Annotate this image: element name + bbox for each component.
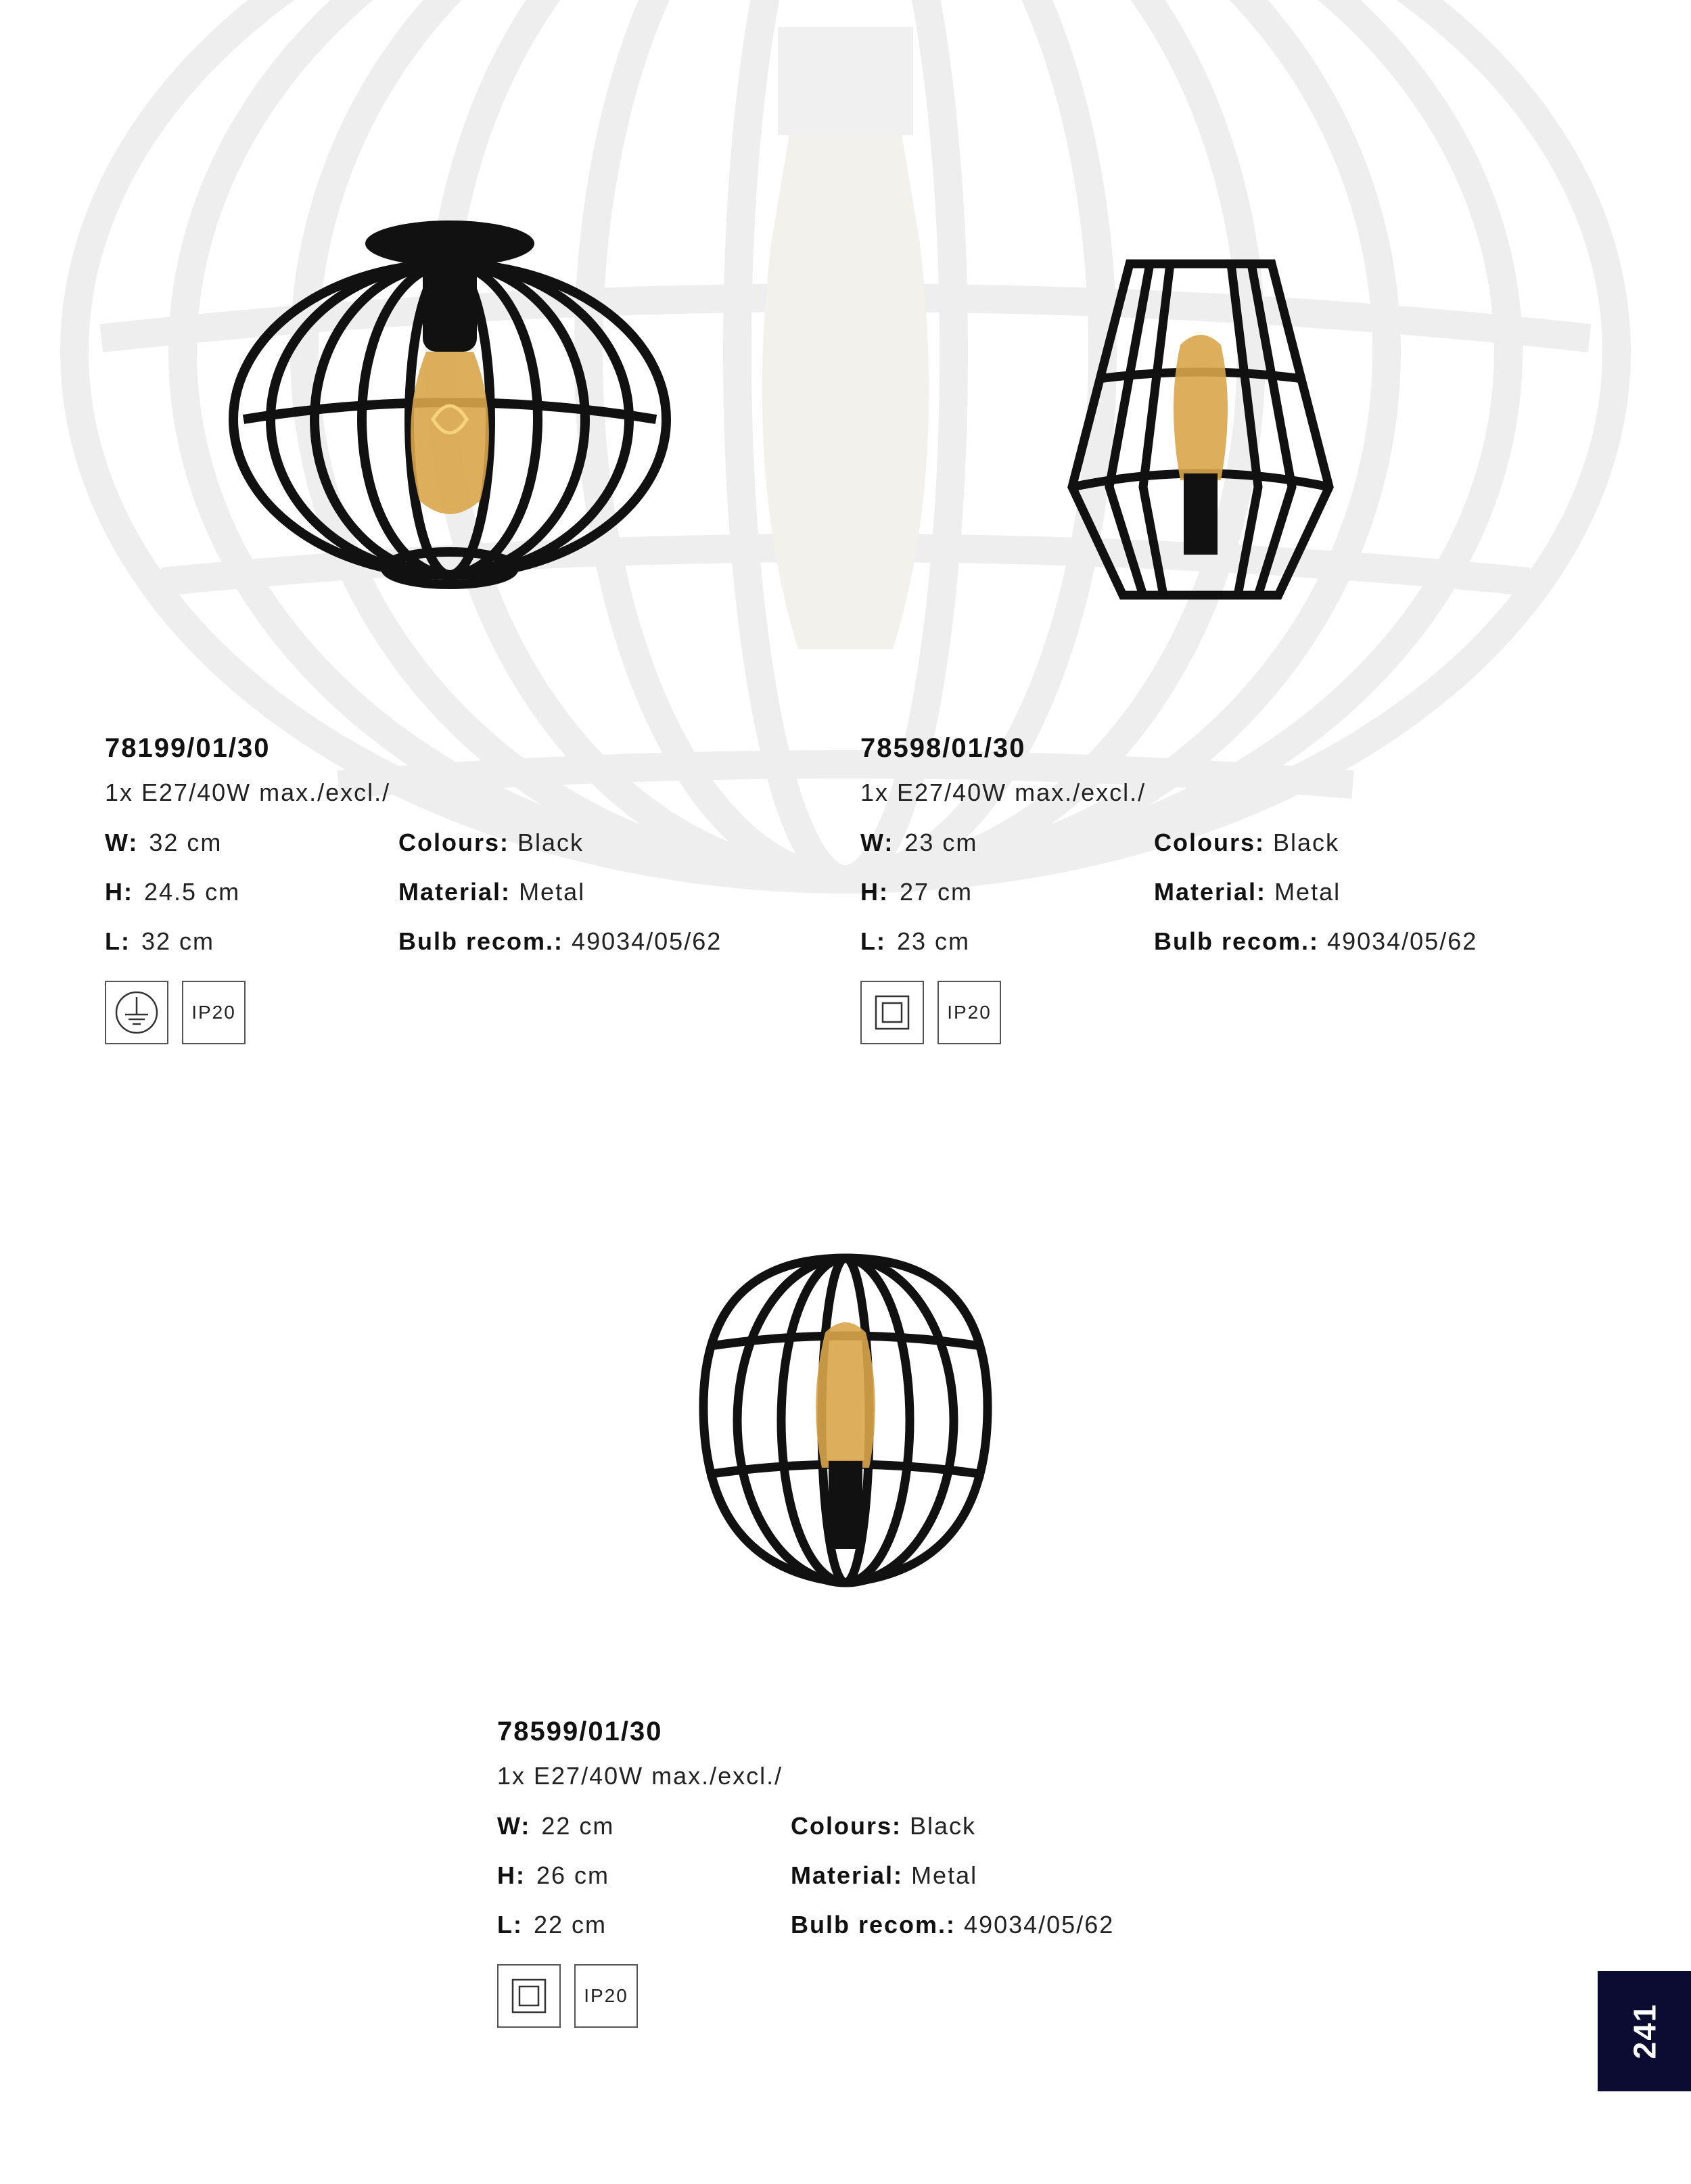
product-block-78199 xyxy=(105,733,722,1044)
product-sku: 78598/01/30 xyxy=(860,733,1026,763)
length-value: 32 cm xyxy=(141,927,215,955)
material-label: Material: xyxy=(791,1861,904,1889)
bulb-recom-value: 49034/05/62 xyxy=(964,1911,1115,1938)
certification-badges xyxy=(497,1964,783,2028)
spec-row-length xyxy=(860,916,1478,966)
colours-label: Colours: xyxy=(791,1812,902,1840)
height-label: H: xyxy=(105,878,133,906)
ip-rating-badge: IP20 xyxy=(574,1964,638,2028)
height-value: 26 cm xyxy=(536,1861,610,1889)
bulb-spec: 1x E27/40W max./excl./ xyxy=(860,779,1146,806)
certification-badges xyxy=(860,981,1146,1044)
double-insulation-icon xyxy=(860,981,924,1044)
colours-value: Black xyxy=(910,1812,977,1840)
colours-label: Colours: xyxy=(1154,829,1265,856)
length-label: L: xyxy=(497,1911,523,1938)
material-label: Material: xyxy=(398,878,511,906)
length-label: L: xyxy=(860,927,886,955)
material-label: Material: xyxy=(1154,878,1267,906)
certification-badges xyxy=(105,981,390,1044)
bulb-recom-value: 49034/05/62 xyxy=(572,927,722,955)
bulb-spec: 1x E27/40W max./excl./ xyxy=(105,779,391,806)
colours-value: Black xyxy=(517,829,584,856)
colours-label: Colours: xyxy=(398,829,509,856)
height-label: H: xyxy=(497,1861,526,1889)
bulb-spec: 1x E27/40W max./excl./ xyxy=(497,1762,783,1790)
product-block-78599 xyxy=(497,1717,1115,2028)
spec-table xyxy=(105,818,722,966)
spec-row-width xyxy=(497,1801,977,1851)
height-value: 24.5 cm xyxy=(144,878,241,906)
width-value: 23 cm xyxy=(904,829,978,856)
bulb-recom-value: 49034/05/62 xyxy=(1327,927,1478,955)
length-value: 22 cm xyxy=(533,1911,607,1938)
length-label: L: xyxy=(105,927,131,955)
spec-row-length xyxy=(497,1900,1115,1949)
width-label: W: xyxy=(105,829,139,856)
spec-table xyxy=(497,1801,1115,1949)
width-value: 22 cm xyxy=(541,1812,615,1840)
ip-rating-badge: IP20 xyxy=(182,981,246,1044)
spec-row-width xyxy=(105,818,584,867)
spec-row-height xyxy=(497,1851,978,1900)
bulb-recom-label: Bulb recom.: xyxy=(791,1911,956,1938)
width-label: W: xyxy=(860,829,894,856)
page-number: 241 xyxy=(1627,2003,1662,2060)
height-label: H: xyxy=(860,878,889,906)
width-value: 32 cm xyxy=(149,829,223,856)
product-image-78599 xyxy=(697,1251,994,1596)
product-image-78598 xyxy=(1062,257,1339,602)
page-number-tab xyxy=(1598,1971,1691,2091)
material-value: Metal xyxy=(1274,878,1341,906)
spec-row-height xyxy=(105,867,586,916)
material-value: Metal xyxy=(519,878,586,906)
material-value: Metal xyxy=(911,1861,978,1889)
width-label: W: xyxy=(497,1812,531,1840)
bulb-recom-label: Bulb recom.: xyxy=(1154,927,1320,955)
double-insulation-icon xyxy=(497,1964,561,2028)
product-block-78598 xyxy=(860,733,1478,1044)
spec-row-width xyxy=(860,818,1340,867)
product-sku: 78599/01/30 xyxy=(497,1717,663,1746)
earth-ground-icon xyxy=(105,981,168,1044)
spec-table xyxy=(860,818,1478,966)
spec-row-length xyxy=(105,916,722,966)
product-sku: 78199/01/30 xyxy=(105,733,271,763)
length-value: 23 cm xyxy=(896,927,971,955)
height-value: 27 cm xyxy=(900,878,973,906)
spec-row-height xyxy=(860,867,1341,916)
bulb-recom-label: Bulb recom.: xyxy=(398,927,564,955)
product-image-78199 xyxy=(216,216,683,602)
ip-rating-badge: IP20 xyxy=(937,981,1001,1044)
colours-value: Black xyxy=(1273,829,1340,856)
